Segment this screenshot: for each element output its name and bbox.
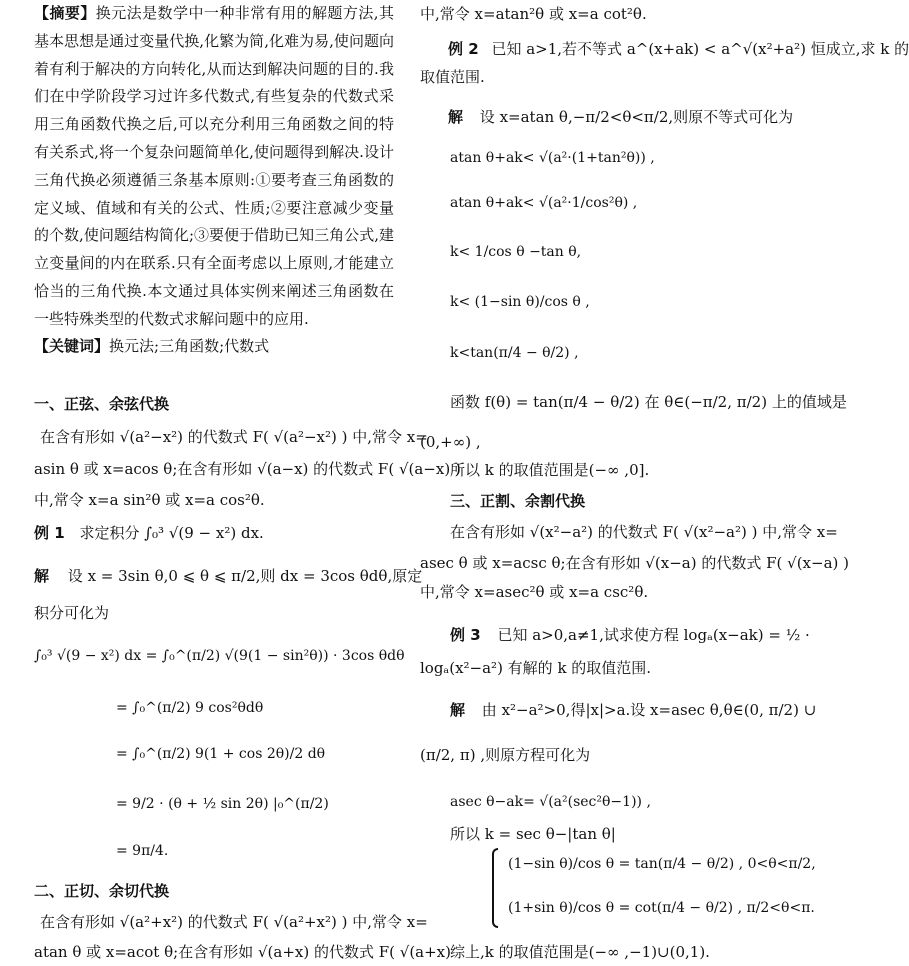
sec3-line2: asec θ 或 x=acsc θ;在含有形如 √(x−a) 的代数式 F( √(x−a) ) [420, 554, 849, 572]
inequality-2: atan θ+ak< √(a²·1/cos²θ) , [450, 195, 638, 211]
example-2-answer: 所以 k 的取值范围是(−∞ ,0]. [450, 461, 650, 479]
example-3-text: 已知 a>0,a≠1,试求使方程 logₐ(x−ak) = ½ · [497, 626, 810, 644]
sec3-line3: 中,常令 x=asec²θ 或 x=a csc²θ. [420, 583, 649, 601]
example-3-answer: 综上,k 的取值范围是(−∞ ,−1)∪(0,1). [450, 943, 710, 961]
example-3 [450, 625, 810, 645]
solution-2-label: 解 [448, 108, 464, 126]
solution-3-line1: 由 x²−a²>0,得|x|>a.设 x=asec θ,θ∈(0, π/2) ∪ [481, 701, 817, 719]
example-1 [34, 523, 264, 543]
brace [492, 848, 498, 928]
solution-1-line2: 积分可化为 [34, 604, 110, 622]
section-3-title: 三、正割、余割代换 [450, 492, 586, 510]
example-1-label: 例 1 [34, 524, 65, 542]
abstract-text: 换元法是数学中一种非常有用的解题方法,其基本思想是通过变量代换,化繁为简,化难为易,使问题向着有利于解决的方向转化,从而达到解决问题的目的.我们在中学阶段学习过许多代数式,有些复杂的代数式采用三角函数代换之后,可以充分利用三角函数之间的特有关系式,将一个复杂问题简单化,使问题得到解决.设计三角代换必须遵循三条基本原则:①要考查三角函数的定义域、值域和有关的公式、性质;②要注意减少变量的个数,使问题结构简化;③要便于借助已知三角公式,建立变量间的内在联系.只有全面考虑以上原则,才能建立恰当的三角代换.本文通过具体实例来阐述三角函数在一些特殊类型的代数式求解问题中的应用. [34, 4, 394, 328]
keywords-label: 【关键词】 [34, 337, 110, 355]
sec2-line2: atan θ 或 x=acot θ;在含有形如 √(a+x) 的代数式 F( √(a+x) [34, 943, 451, 961]
solution-2-line1: 设 x=atan θ,−π/2<θ<π/2,则原不等式可化为 [479, 108, 794, 126]
solution-1 [34, 566, 422, 586]
section-2-title: 二、正切、余切代换 [34, 882, 170, 900]
keywords-text: 换元法;三角函数;代数式 [109, 337, 270, 355]
sec1-line1: 在含有形如 √(a²−x²) 的代数式 F( √(a²−x²) ) 中,常令 x= [40, 428, 428, 446]
solution-1-line1: 设 x = 3sin θ,0 ⩽ θ ⩽ π/2,则 dx = 3cos θdθ,原定 [67, 567, 423, 585]
case-2: (1+sin θ)/cos θ = cot(π/4 − θ/2) , π/2<θ<π. [508, 900, 815, 916]
sec3-line1: 在含有形如 √(x²−a²) 的代数式 F( √(x²−a²) ) 中,常令 x= [450, 523, 838, 541]
equation-3: = ∫₀^(π/2) 9(1 + cos 2θ)/2 dθ [116, 746, 326, 762]
sec1-line2: asin θ 或 x=acos θ;在含有形如 √(a−x) 的代数式 F( √(a−x) ) [34, 460, 461, 478]
equation-1: ∫₀³ √(9 − x²) dx = ∫₀^(π/2) √(9(1 − sin²θ)) · 3cos θdθ [34, 648, 405, 664]
example-2-text: 已知 a>1,若不等式 a^(x+ak) < a^√(x²+a²) 恒成立,求 k 的 [491, 40, 909, 58]
equation-s2: 所以 k = sec θ−|tan θ| [450, 825, 616, 843]
solution-3-label: 解 [450, 701, 466, 719]
equation-4: = 9/2 · (θ + ½ sin 2θ) |₀^(π/2) [116, 796, 329, 812]
solution-3 [450, 700, 816, 720]
solution-2 [448, 107, 793, 127]
equation-5: = 9π/4. [116, 843, 169, 859]
solution-1-label: 解 [34, 567, 50, 585]
keywords [34, 336, 269, 356]
inequality-5: k<tan(π/4 − θ/2) , [450, 345, 579, 361]
inequality-3: k< 1/cos θ −tan θ, [450, 244, 582, 260]
example-2 [448, 39, 909, 59]
equation-s1: asec θ−ak= √(a²(sec²θ−1)) , [450, 794, 651, 810]
range-value: (0,+∞) , [420, 433, 481, 451]
equation-2: = ∫₀^(π/2) 9 cos²θdθ [116, 700, 264, 716]
sec2-line1: 在含有形如 √(a²+x²) 的代数式 F( √(a²+x²) ) 中,常令 x= [40, 913, 428, 931]
abstract [34, 0, 394, 334]
example-3-label: 例 3 [450, 626, 481, 644]
continuation-line: 中,常令 x=atan²θ 或 x=a cot²θ. [420, 5, 647, 23]
range-statement: 函数 f(θ) = tan(π/4 − θ/2) 在 θ∈(−π/2, π/2) 上的值域是 [450, 393, 847, 411]
example-2-label: 例 2 [448, 40, 479, 58]
solution-3-line2: (π/2, π) ,则原方程可化为 [420, 746, 591, 764]
example-3-text2: logₐ(x²−a²) 有解的 k 的取值范围. [420, 659, 652, 677]
abstract-label: 【摘要】 [34, 4, 96, 22]
example-1-text: 求定积分 ∫₀³ √(9 − x²) dx. [79, 524, 264, 542]
case-1: (1−sin θ)/cos θ = tan(π/4 − θ/2) , 0<θ<π/2, [508, 856, 816, 872]
example-2-text2: 取值范围. [420, 68, 485, 86]
section-1-title: 一、正弦、余弦代换 [34, 395, 170, 413]
inequality-1: atan θ+ak< √(a²·(1+tan²θ)) , [450, 150, 655, 166]
sec1-line3: 中,常令 x=a sin²θ 或 x=a cos²θ. [34, 491, 265, 509]
inequality-4: k< (1−sin θ)/cos θ , [450, 294, 590, 310]
